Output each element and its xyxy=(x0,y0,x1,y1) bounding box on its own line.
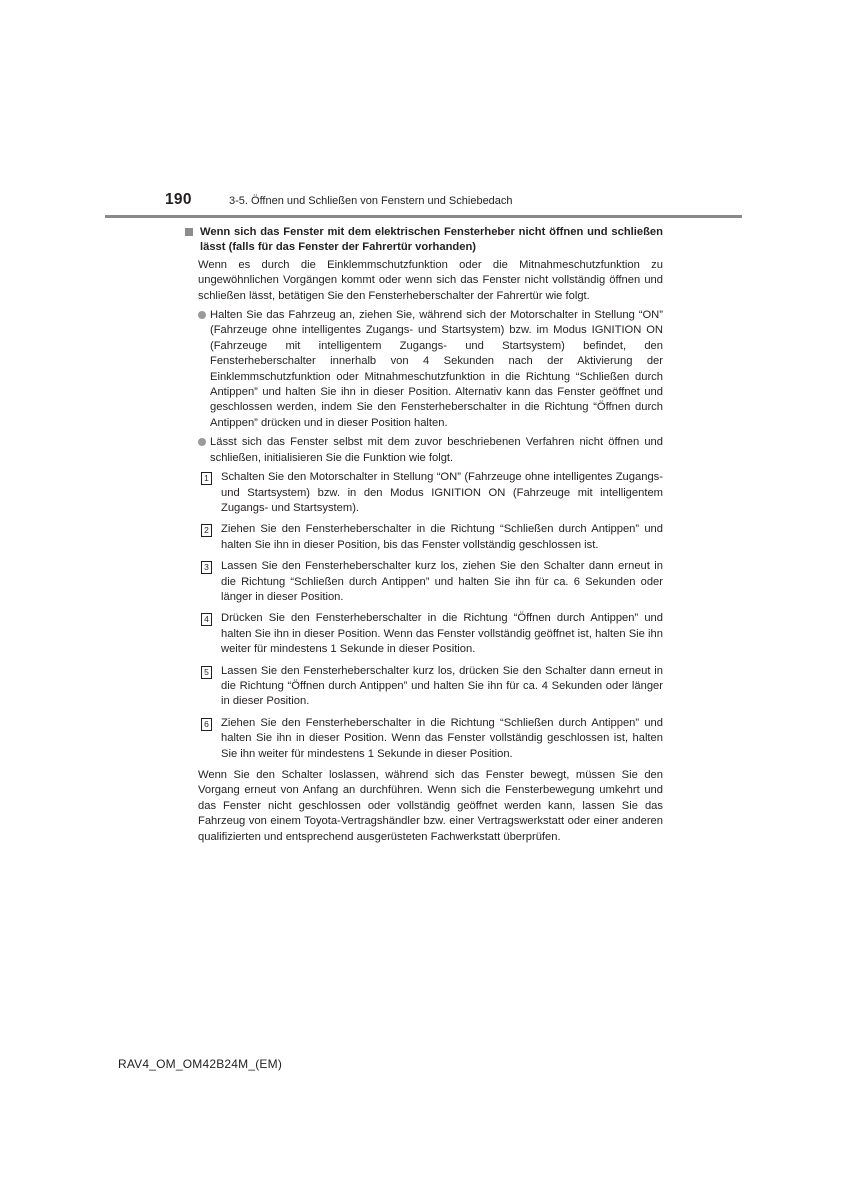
square-bullet-icon xyxy=(185,228,193,236)
closing-paragraph: Wenn Sie den Schalter loslassen, während sich das Fenster bewegt, müssen Sie den Vorgang erneut von Anfang an durchführen. Wenn sich die Fensterbewegung umkehrt und das Fenster nicht geschlossen oder vollständig geöffnet werden kann, lassen Sie das Fahrzeug von einem Toyota-Vertragshändler bzw. einer Vertragswerkstatt oder einer anderen qualifizierten und entsprechend ausgerüsteten Fachwerkstatt überprüfen. xyxy=(198,769,663,843)
circle-bullet-icon xyxy=(198,311,206,319)
intro-paragraph: Wenn es durch die Einklemmschutzfunktion oder die Mitnahmeschutzfunktion zu ungewöhnlichen Vorgängen kommt oder wenn sich das Fenster nicht vollständig öffnen und schließen lässt, betätigen Sie den Fensterheberschalter der Fahrertür wie folgt. xyxy=(198,258,663,302)
step-item xyxy=(201,559,663,605)
step-text: Lassen Sie den Fensterheberschalter kurz los, ziehen Sie den Schalter dann erneut in die Richtung “Schließen durch Antippen” und halten Sie ihn für ca. 6 Sekunden oder länger in dieser Position. xyxy=(221,560,663,603)
page-number: 190 xyxy=(165,191,192,208)
step-item xyxy=(201,470,663,516)
step-text: Lassen Sie den Fensterheberschalter kurz los, drücken Sie den Schalter dann erneut in die Richtung “Öffnen durch Antippen” und halten Sie ihn für ca. 4 Sekunden oder länger in dieser Position. xyxy=(221,664,663,708)
bullet-text: Lässt sich das Fenster selbst mit dem zuvor beschriebenen Verfahren nicht öffnen und schließen, initialisieren Sie die Funktion wie folgt. xyxy=(210,436,663,464)
step-number: 3 xyxy=(201,561,212,574)
bullet-item xyxy=(198,435,663,466)
step-item xyxy=(201,664,663,710)
bullet-text: Halten Sie das Fahrzeug an, ziehen Sie, während sich der Motorschalter in Stellung “ON” (Fahrzeuge ohne intelligentes Zugangs- und Startsystem) bzw. im Modus IGNITION ON (Fahrzeuge mit intelligentem Zugangs- und Startsystem) befindet, den Fensterheberschalter innerhalb von 4 Sekunden nach der Aktivierung der Einklemmschutzfunktion oder Mitnahmeschutzfunktion in die Richtung “Schließen durch Antippen” und halten Sie ihn in dieser Position. Alternativ kann das Fenster geöffnet und geschlossen werden, indem Sie den Fensterheberschalter in die Richtung “Öffnen durch Antippen” drücken und in dieser Position halten. xyxy=(210,309,663,429)
section-heading-text: Wenn sich das Fenster mit dem elektrischen Fensterheber nicht öffnen und schließen lässt (falls für das Fenster der Fahrertür vorhanden) xyxy=(200,226,663,254)
step-number: 6 xyxy=(201,718,212,731)
step-item xyxy=(201,716,663,762)
step-item xyxy=(201,611,663,657)
step-item xyxy=(201,522,663,553)
step-number: 2 xyxy=(201,524,212,537)
step-text: Schalten Sie den Motorschalter in Stellung “ON” (Fahrzeuge ohne intelligentes Zugangs- und Startsystem) bzw. in den Modus IGNITION ON (Fahrzeuge mit intelligentem Zugangs- und Startsystem). xyxy=(221,471,663,514)
step-text: Ziehen Sie den Fensterheberschalter in die Richtung “Schließen durch Antippen” und halten Sie ihn in dieser Position. Wenn das Fenster vollständig geschlossen ist, halten Sie ihn weiter für mindestens 1 Sekunde in dieser Position. xyxy=(221,716,663,760)
step-text: Ziehen Sie den Fensterheberschalter in die Richtung “Schließen durch Antippen” und halten Sie ihn in dieser Position, bis das Fenster vollständig geschlossen ist. xyxy=(221,523,663,551)
document-code: RAV4_OM_OM42B24M_(EM) xyxy=(118,1057,283,1071)
main-content xyxy=(183,225,663,856)
section-title: 3-5. Öffnen und Schließen von Fenstern und Schiebedach xyxy=(229,195,513,207)
step-number: 4 xyxy=(201,613,212,626)
step-text: Drücken Sie den Fensterheberschalter in die Richtung “Öffnen durch Antippen” und halten Sie ihn in dieser Position. Wenn das Fenster vollständig geöffnet ist, halten Sie ihn weiter für mindestens 1 Sekunde in dieser Position. xyxy=(221,612,663,656)
bullet-item xyxy=(198,308,663,431)
step-number: 5 xyxy=(201,666,212,679)
circle-bullet-icon xyxy=(198,438,206,446)
section-heading xyxy=(183,225,663,256)
step-number: 1 xyxy=(201,472,212,485)
header-divider xyxy=(105,215,742,218)
